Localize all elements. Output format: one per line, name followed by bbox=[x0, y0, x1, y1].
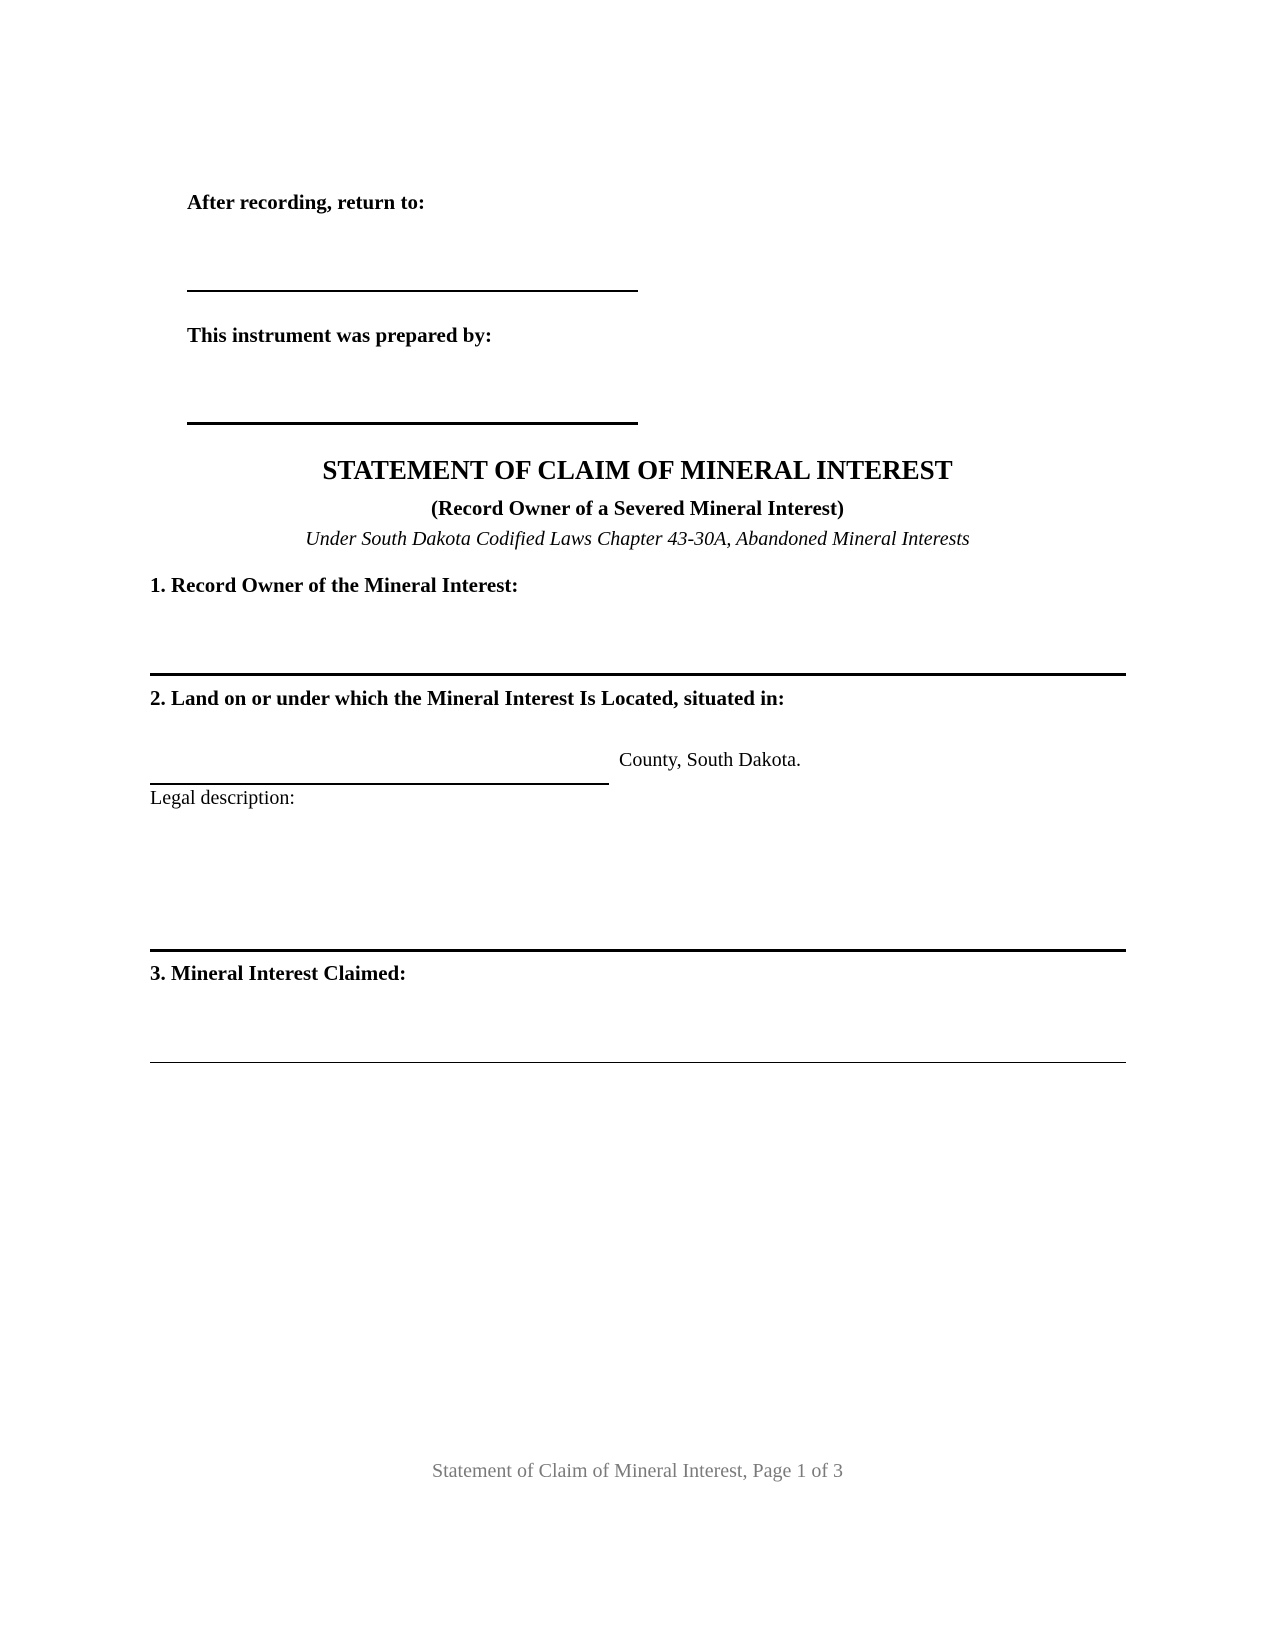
interest-claimed-blank-line[interactable] bbox=[150, 1062, 1126, 1063]
prepared-by-blank-line[interactable] bbox=[187, 422, 638, 425]
return-to-label: After recording, return to: bbox=[187, 190, 425, 214]
prepared-by-label: This instrument was prepared by: bbox=[187, 323, 492, 347]
section-land-heading: 2. Land on or under which the Mineral Interest Is Located, situated in: bbox=[150, 686, 785, 710]
statute-reference: Under South Dakota Codified Laws Chapter 43-30A, Abandoned Mineral Interests bbox=[305, 528, 970, 550]
record-owner-blank-line[interactable] bbox=[150, 673, 1126, 676]
county-suffix-text: County, South Dakota. bbox=[619, 749, 802, 771]
page-footer: Statement of Claim of Mineral Interest, Page 1 of 3 bbox=[431, 1460, 843, 1482]
section-record-owner-heading: 1. Record Owner of the Mineral Interest: bbox=[150, 573, 519, 597]
document-subtitle: (Record Owner of a Severed Mineral Interest) bbox=[431, 496, 844, 520]
return-to-blank-line[interactable] bbox=[187, 290, 638, 292]
county-blank-line[interactable] bbox=[150, 783, 609, 785]
legal-description-blank-line[interactable] bbox=[150, 949, 1126, 952]
document-title: STATEMENT OF CLAIM OF MINERAL INTEREST bbox=[322, 455, 953, 485]
section-interest-claimed-heading: 3. Mineral Interest Claimed: bbox=[150, 961, 407, 985]
legal-description-label: Legal description: bbox=[150, 787, 295, 809]
